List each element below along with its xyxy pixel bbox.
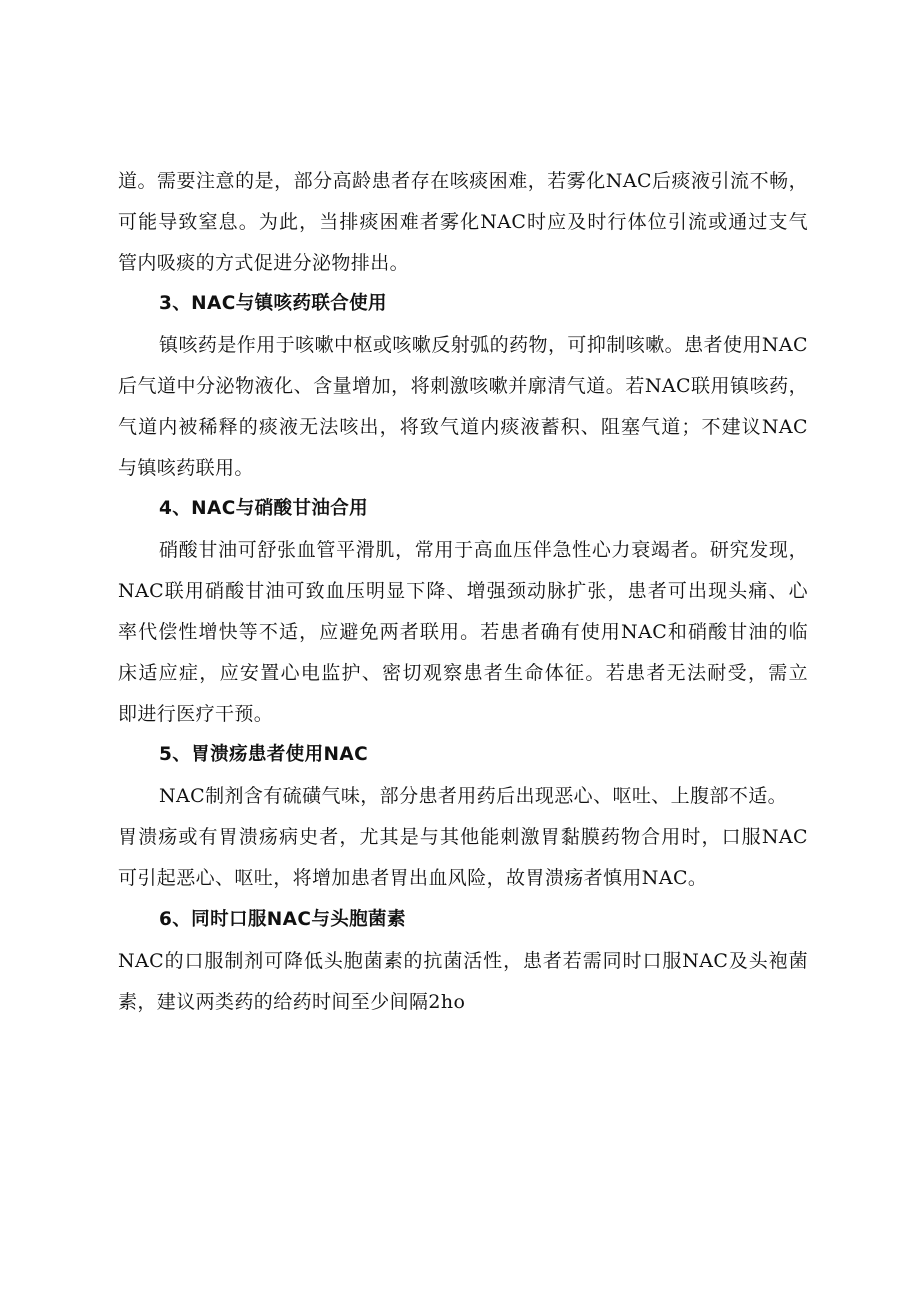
intro-line-1: 道。需要注意的是，部分高龄患者存在咳痰困难，若雾化NAC后痰液引流不畅， xyxy=(118,170,808,192)
section-3-line-4: 与镇咳药联用。 xyxy=(118,457,254,479)
section-4-heading: 4、NAC与硝酸甘油合用 xyxy=(159,498,369,519)
intro-line-2: 可能导致窒息。为此，当排痰困难者雾化NAC时应及时行体位引流或通过支气 xyxy=(118,211,808,233)
section-6-line-1: NAC的口服制剂可降低头胞菌素的抗菌活性，患者若需同时口服NAC及头袍菌 xyxy=(118,950,808,972)
section-5-line-1: NAC制剂含有硫磺气味，部分患者用药后出现恶心、呕吐、上腹部不适。 xyxy=(159,785,788,807)
section-5-line-3: 可引起恶心、呕吐，将增加患者胃出血风险，故胃溃疡者慎用NAC。 xyxy=(118,867,708,889)
section-4-line-3: 率代偿性增快等不适，应避免两者联用。若患者确有使用NAC和硝酸甘油的临 xyxy=(118,621,808,643)
section-4-line-1: 硝酸甘油可舒张血管平滑肌，常用于高血压伴急性心力衰竭者。研究发现， xyxy=(159,539,808,561)
intro-line-3: 管内吸痰的方式促进分泌物排出。 xyxy=(118,252,410,274)
section-4-line-5: 即进行医疗干预。 xyxy=(118,703,274,725)
section-6-line-2: 素，建议两类药的给药时间至少间隔2ho xyxy=(118,991,466,1013)
section-5-line-2: 胃溃疡或有胃溃疡病史者，尤其是与其他能刺激胃黏膜药物合用时，口服NAC xyxy=(118,826,808,848)
section-3-line-2: 后气道中分泌物液化、含量增加，将刺激咳嗽并廓清气道。若NAC联用镇咳药， xyxy=(118,375,808,397)
section-4-line-2: NAC联用硝酸甘油可致血压明显下降、增强颈动脉扩张，患者可出现头痛、心 xyxy=(118,580,808,602)
section-3-line-3: 气道内被稀释的痰液无法咳出，将致气道内痰液蓄积、阻塞气道；不建议NAC xyxy=(118,416,808,438)
section-5-heading: 5、胃溃疡患者使用NAC xyxy=(159,744,369,765)
section-3-heading: 3、NAC与镇咳药联合使用 xyxy=(159,293,387,314)
section-3-line-1: 镇咳药是作用于咳嗽中枢或咳嗽反射弧的药物，可抑制咳嗽。患者使用NAC xyxy=(159,334,808,356)
section-4-line-4: 床适应症，应安置心电监护、密切观察患者生命体征。若患者无法耐受，需立 xyxy=(118,662,808,684)
section-6-heading: 6、同时口服NAC与头胞菌素 xyxy=(159,909,406,930)
